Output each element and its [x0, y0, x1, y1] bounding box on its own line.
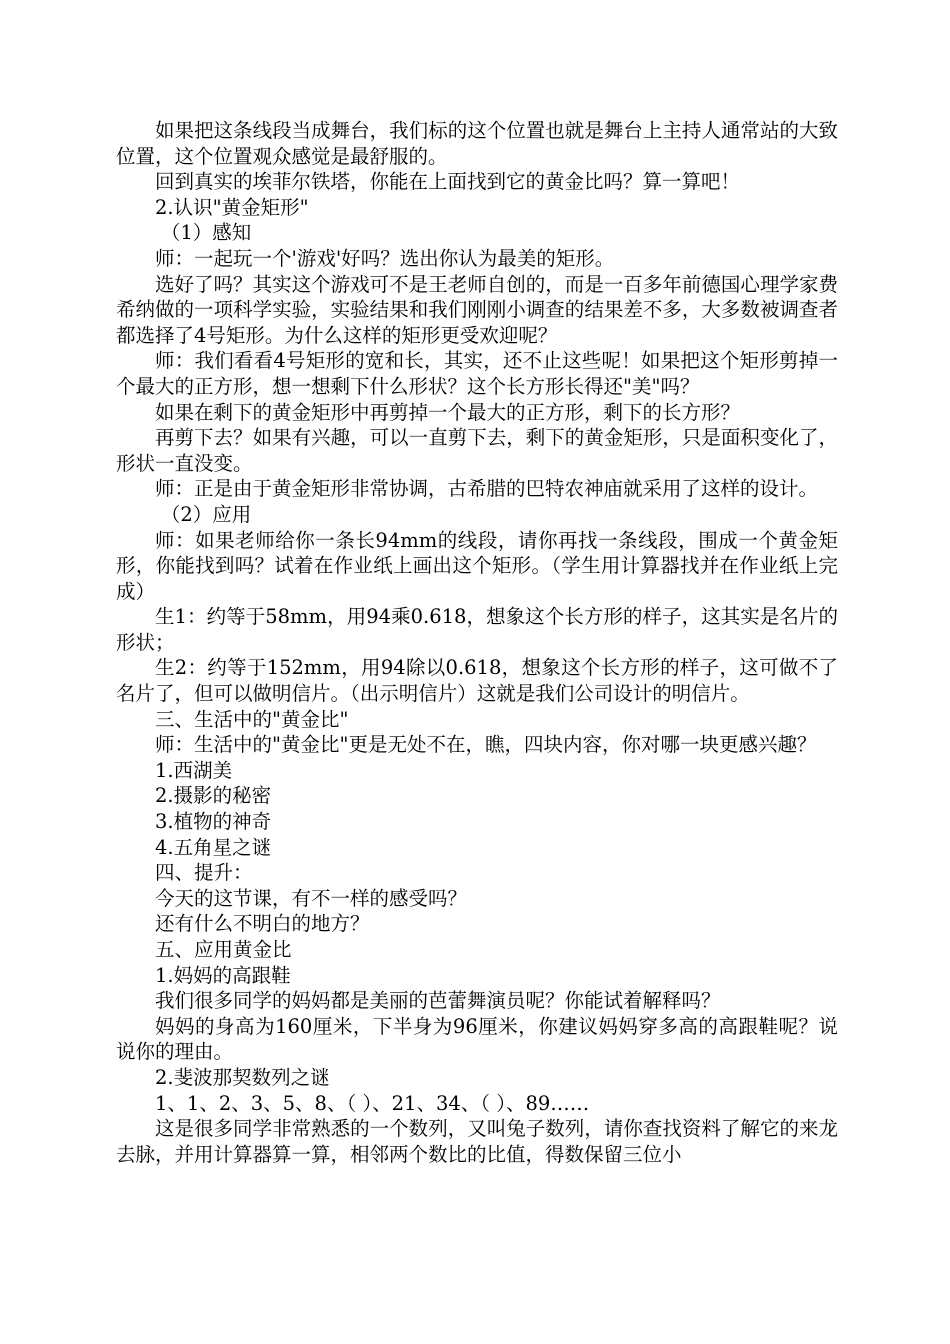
paragraph: 师：生活中的"黄金比"更是无处不在，瞧，四块内容，你对哪一块更感兴趣？ — [155, 733, 817, 757]
list-item: 2.摄影的秘密 — [155, 784, 272, 808]
list-item: 1.西湖美 — [155, 758, 233, 782]
paragraph: 师：一起玩一个'游戏'好吗？选出你认为最美的矩形。 — [155, 246, 615, 270]
paragraph: 生2：约等于152mm，用94除以0.618，想象这个长方形的样子，这可做不了名片了，但可以做明信片。（出示明信片）这就是我们公司设计的明信片。 — [116, 656, 838, 706]
paragraph: 回到真实的埃菲尔铁塔，你能在上面找到它的黄金比吗？算一算吧！ — [155, 170, 741, 194]
subsection-heading: 1.妈妈的高跟鞋 — [155, 963, 291, 987]
section-heading: 2.认识"黄金矩形" — [155, 195, 309, 219]
document-body — [116, 118, 838, 1167]
paragraph: 还有什么不明白的地方？ — [155, 912, 370, 936]
number-sequence: 1、1、2、3、5、8、（ ）、21、34、（ ）、89…… — [155, 1091, 590, 1115]
list-item: 3.植物的神奇 — [155, 810, 272, 834]
paragraph: 师：如果老师给你一条长94mm的线段，请你再找一条线段，围成一个黄金矩形，你能找到吗？试着在作业纸上画出这个矩形。（学生用计算器找并在作业纸上完成） — [116, 528, 838, 603]
paragraph: 今天的这节课，有不一样的感受吗？ — [155, 886, 468, 910]
subsection-heading: 2.斐波那契数列之谜 — [155, 1065, 330, 1089]
paragraph: 生1：约等于58mm，用94乘0.618，想象这个长方形的样子，这其实是名片的形状； — [116, 605, 838, 654]
section-heading: 三、生活中的"黄金比" — [155, 707, 349, 731]
subsection-heading: （1）感知 — [160, 221, 252, 245]
section-heading: 五、应用黄金比 — [155, 938, 292, 961]
paragraph: 妈妈的身高为160厘米，下半身为96厘米，你建议妈妈穿多高的高跟鞋呢？说说你的理由。 — [116, 1014, 838, 1064]
paragraph: 如果在剩下的黄金矩形中再剪掉一个最大的正方形，剩下的长方形？ — [155, 400, 741, 424]
paragraph: 如果把这条线段当成舞台，我们标的这个位置也就是舞台上主持人通常站的大致位置，这个位置观众感觉是最舒服的。 — [116, 119, 838, 168]
paragraph: 师：我们看看4号矩形的宽和长，其实，还不止这些呢！如果把这个矩形剪掉一个最大的正方形，想一想剩下什么形状？这个长方形长得还"美"吗？ — [116, 349, 838, 398]
paragraph: 选好了吗？其实这个游戏可不是王老师自创的，而是一百多年前德国心理学家费希纳做的一项科学实验，实验结果和我们刚刚小调查的结果差不多，大多数被调查者都选择了4号矩形。为什么这样的矩形更受欢迎呢？ — [116, 272, 838, 347]
paragraph: 师：正是由于黄金矩形非常协调，古希腊的巴特农神庙就采用了这样的设计。 — [155, 477, 819, 501]
list-item: 4.五角星之谜 — [155, 835, 272, 859]
paragraph: 这是很多同学非常熟悉的一个数列，又叫兔子数列，请你查找资料了解它的来龙去脉，并用计算器算一算，相邻两个数比的比值，得数保留三位小 — [116, 1117, 838, 1166]
paragraph: 再剪下去？如果有兴趣，可以一直剪下去，剩下的黄金矩形，只是面积变化了，形状一直没变。 — [116, 426, 838, 475]
paragraph: 我们很多同学的妈妈都是美丽的芭蕾舞演员呢？你能试着解释吗？ — [155, 989, 721, 1013]
subsection-heading: （2）应用 — [160, 502, 252, 526]
section-heading: 四、提升： — [155, 861, 253, 885]
